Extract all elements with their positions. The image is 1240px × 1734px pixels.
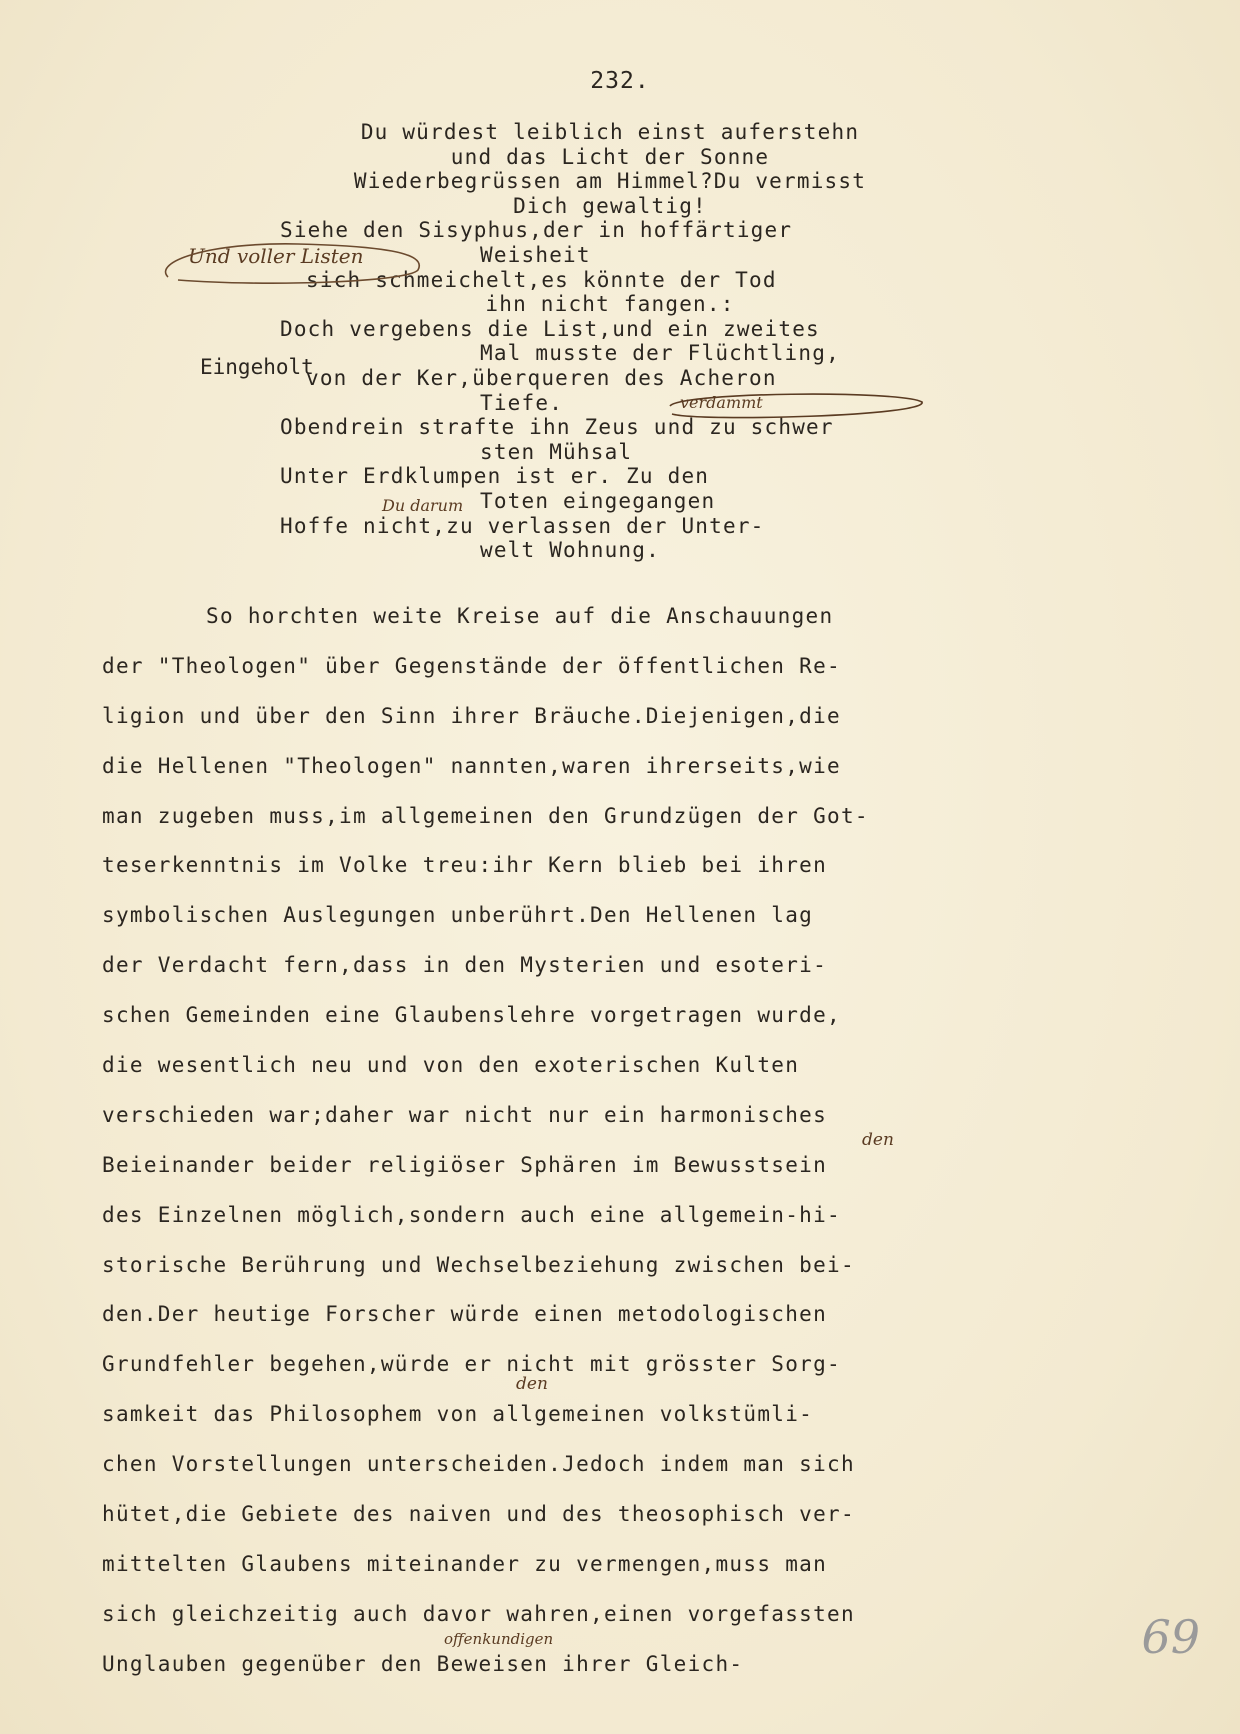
poem-line: Toten eingegangen <box>480 488 716 513</box>
annotation-loop-icon <box>660 388 930 424</box>
prose-line: man zugeben muss,im allgemeinen den Grundzügen der Got- <box>102 803 869 828</box>
prose-line: So horchten weite Kreise auf die Anschauungen <box>206 604 834 628</box>
handwritten-annotation: offenkundigen <box>444 1630 554 1648</box>
prose-line: teserkenntnis im Volke treu:ihr Kern blieb bei ihren <box>102 853 828 878</box>
prose-line: die wesentlich neu und von den exoterischen Kulten <box>102 1053 800 1078</box>
prose-line: storische Berührung und Wechselbeziehung zwischen bei- <box>102 1252 855 1277</box>
poem-line: Siehe den Sisyphus,der in hoffärtiger <box>280 218 793 243</box>
poem-line: Weisheit <box>480 242 591 267</box>
poem-line: sich schmeichelt,es könnte der Tod <box>306 267 777 292</box>
poem-line: sten Mühsal <box>480 439 633 464</box>
handwritten-annotation: Du darum <box>382 496 464 515</box>
prose-line: symbolischen Auslegungen unberührt.Den Hellenen lag <box>102 903 814 928</box>
prose-line: der "Theologen" über Gegenstände der öffentlichen Re- <box>102 653 841 678</box>
poem-line: Mal musste der Flüchtling, <box>480 341 840 366</box>
prose-line: mittelten Glaubens miteinander zu vermengen,muss man <box>102 1551 828 1576</box>
prose-line: der Verdacht fern,dass in den Mysterien und esoteri- <box>102 953 828 978</box>
poem-line: Obendrein strafte ihn Zeus und zu schwer <box>280 415 834 440</box>
folio-number: 69 <box>1141 1610 1200 1664</box>
prose-line: schen Gemeinden eine Glaubenslehre vorgetragen wurde, <box>102 1003 841 1028</box>
prose-block <box>102 592 962 1690</box>
poem-line: Hoffe nicht,zu verlassen der Unter- <box>280 513 765 538</box>
poem-line: und das Licht der Sonne <box>450 144 770 169</box>
poem-line: Tiefe. <box>480 390 564 415</box>
poem-line: welt Wohnung. <box>480 538 660 563</box>
poem-line: Du würdest leiblich einst auferstehn <box>360 120 860 144</box>
poem-block <box>280 120 940 563</box>
handwritten-annotation: den <box>516 1374 548 1394</box>
prose-line: hütet,die Gebiete des naiven und des theosophisch ver- <box>102 1502 855 1527</box>
poem-line: Dich gewaltig! <box>513 193 707 218</box>
handwritten-annotation: Eingeholt <box>200 355 314 379</box>
handwritten-annotation: Und voller Listen <box>188 244 364 268</box>
poem-line: Doch vergebens die List,und ein zweites <box>280 316 820 341</box>
prose-line: verschieden war;daher war nicht nur ein harmonisches <box>102 1102 828 1127</box>
annotation-loop-icon <box>148 232 438 292</box>
prose-line: ligion und über den Sinn ihrer Bräuche.Diejenigen,die <box>102 703 841 728</box>
poem-line: ihn nicht fangen.: <box>485 292 735 317</box>
handwritten-annotation: den <box>862 1130 894 1150</box>
poem-line: von der Ker,überqueren des Acheron <box>306 365 777 390</box>
prose-line: den.Der heutige Forscher würde einen metodologischen <box>102 1302 828 1327</box>
prose-line: Grundfehler begehen,würde er nicht mit grösster Sorg- <box>102 1352 841 1377</box>
prose-line: Beieinander beider religiöser Sphären im Bewusstsein <box>102 1152 828 1177</box>
prose-line: sich gleichzeitig auch davor wahren,einen vorgefassten <box>102 1601 855 1626</box>
prose-line: chen Vorstellungen unterscheiden.Jedoch indem man sich <box>102 1452 855 1477</box>
poem-line: Wiederbegrüssen am Himmel?Du vermisst <box>353 169 867 194</box>
handwritten-annotation: verdammt <box>680 393 763 412</box>
poem-line: Unter Erdklumpen ist er. Zu den <box>280 464 710 489</box>
page-number: 232. <box>590 68 650 94</box>
prose-line: Unglauben gegenüber den Beweisen ihrer Gleich- <box>102 1651 744 1676</box>
prose-line: die Hellenen "Theologen" nannten,waren ihrerseits,wie <box>102 753 841 778</box>
prose-line: des Einzelnen möglich,sondern auch eine allgemein-hi- <box>102 1202 841 1227</box>
prose-line: samkeit das Philosophem von allgemeinen volkstümli- <box>102 1402 814 1427</box>
